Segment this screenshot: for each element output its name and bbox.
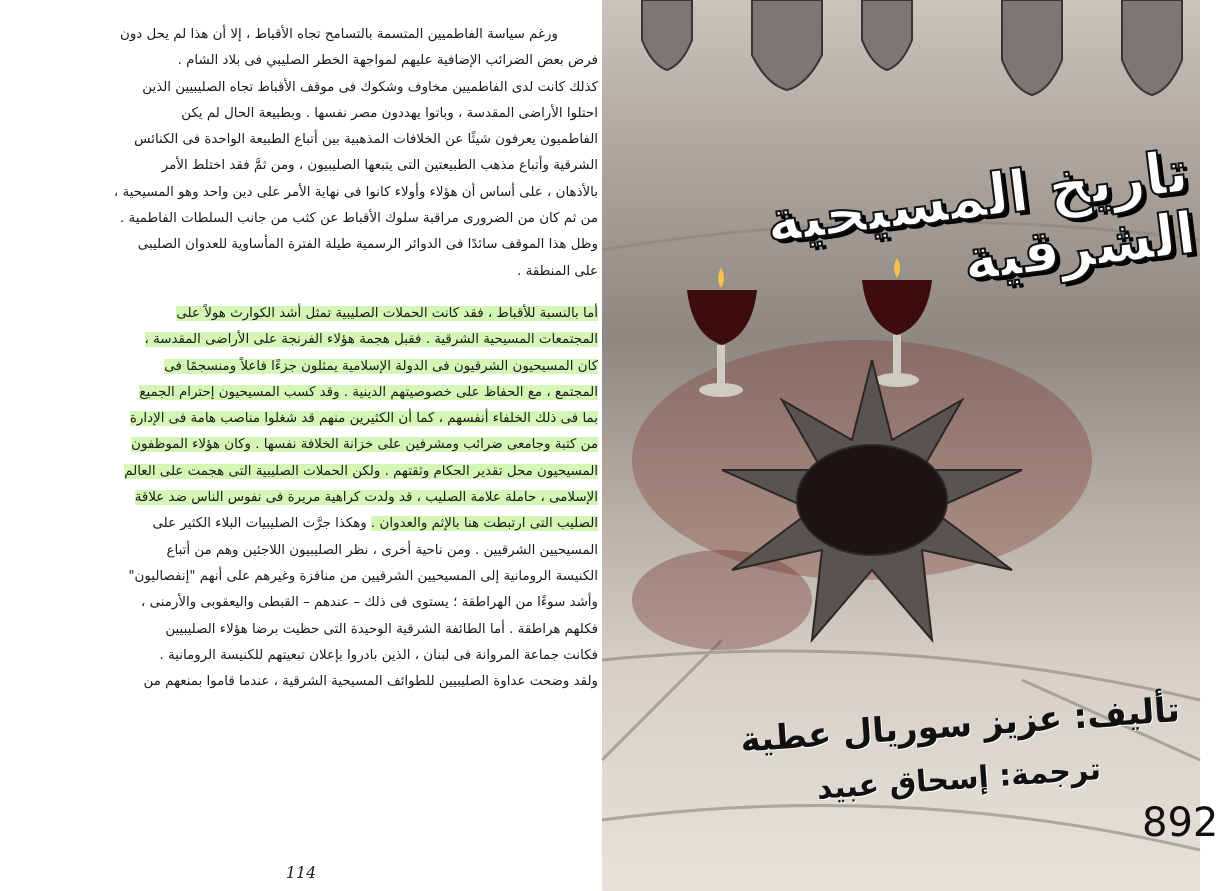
text-line: المسيحيين الشرقيين . ومن ناحية أخرى ، نظر الصليبيون اللاجئين وهم من أتباع [166, 542, 598, 558]
text-line [8, 485, 598, 511]
page-text [8, 22, 598, 695]
text-line: ورغم سياسة الفاطميين المتسمة بالتسامح تجاه الأقباط ، إلا أن هذا لم يحل دون [119, 27, 558, 42]
hanging-lamps-icon [642, 0, 1182, 95]
paragraph-gap [8, 285, 598, 301]
text-line [8, 459, 598, 485]
cover-photo [602, 0, 1200, 891]
text-line: الكنيسة الرومانية إلى المسيحيين الشرقيين من منافزة وغيرهم على أنهم "إنفصاليون" [128, 568, 598, 584]
book-cover [602, 0, 1218, 891]
text-line: فرض بعض الضرائب الإضافية عليهم لمواجهة الخطر الصليبي فى بلاد الشام . [177, 53, 598, 69]
page-number: 114 [285, 863, 317, 882]
highlighted-text: الإسلامى ، حاملة علامة الصليب ، قد ولدت كراهية مريرة فى نفوس الناس ضد علاقة [134, 490, 598, 506]
text-line [8, 406, 598, 432]
text-line: الشرقية وأتباع مذهب الطبيعتين التى يتبعها الصليبيون ، ومن ثمَّ فقد اختلط الأمر [161, 158, 598, 174]
paragraph-2-highlighted [8, 301, 598, 511]
text-line: فكلهم هراطقة . أما الطائفة الشرقية الوحيدة التى حظيت برضا هؤلاء الصليبيين [165, 621, 598, 637]
text-line: من ثم كان من الضرورى مراقبة سلوك الأقباط عن كثب من جانب السلطات الفاطمية . [120, 211, 598, 227]
highlighted-text: المسيحيون محل تقدير الحكام وثقتهم . ولكن الحملات الصليبية التى هجمت على العالم [124, 463, 598, 479]
paragraph-1 [8, 22, 598, 285]
paragraph-2-rest [8, 538, 598, 696]
text-line: وأشد سوءًا من الهراطقة ؛ يستوى فى ذلك – عندهم – القبطى واليعقوبى والأرمنى ، [140, 595, 598, 611]
text-line: الفاطميون يعرفون شيئًا عن الخلافات المذهبية بين أتباع الطبيعة الواحدة فى الكنائس [134, 132, 598, 148]
text-line: ولقد وضحت عداوة الصليبيين للطوائف المسيحية الشرقية ، عندما قاموا بمنعهم من [143, 674, 598, 690]
cover-title: تاريخ المسيحية الشرقية [762, 137, 1200, 295]
highlighted-text: المجتمعات المسيحية الشرقية . فقبل هجمة هؤلاء الفرنجة على الأراضى المقدسة ، [144, 332, 598, 348]
cover-number: 892 [1142, 800, 1218, 846]
text-line [8, 380, 598, 406]
text-line: فكانت جماعة المروانة فى لبنان ، الذين بادروا بإعلان تبعيتهم للكنيسة الرومانية . [159, 647, 598, 663]
highlighted-text: أما بالنسبة للأقباط ، فقد كانت الحملات الصليبية تمثل أشد الكوارث هولاً على [176, 305, 598, 321]
highlighted-text: كان المسيحيون الشرقيون فى الدولة الإسلامية يمثلون جزءًا فاعلاً ومنسجمًا فى [164, 358, 598, 374]
cover-author: تأليف: عزيز سوريال عطية [738, 690, 1181, 761]
text-line [8, 301, 598, 327]
text-line: احتلوا الأراضى المقدسة ، وباتوا يهددون مصر نفسها . وبطبيعة الحال لم يكن [181, 105, 598, 121]
text-line-rest: وهكذا جرَّت الصليبيات البلاء الكثير على [152, 516, 372, 532]
text-line [8, 327, 598, 353]
highlighted-text: بما فى ذلك الخلفاء أنفسهم ، كما أن الكثيرين منهم قد شغلوا مناصب هامة فى الإدارة [129, 411, 598, 427]
text-line: وظل هذا الموقف سائدًا فى الدوائر الرسمية طيلة الفترة المأساوية للعدوان الصليبى [137, 237, 598, 253]
book-page [0, 0, 602, 891]
text-line [8, 432, 598, 458]
cover-translator: ترجمة: إسحاق عبيد [816, 752, 1103, 807]
text-line [8, 511, 598, 537]
highlighted-text: المجتمع ، مع الحفاظ على خصوصيتهم الدينية . وقد كسب المسيحيون إحترام الجميع [139, 384, 598, 400]
text-line: بالأذهان ، على أساس أن هؤلاء وأولاء كانوا فى نهاية الأمر على دين واحد وهو المسيحية ، [113, 184, 598, 200]
text-line: كذلك كانت لدى الفاطميين مخاوف وشكوك فى موقف الأقباط تجاه الصليبيين الذين [142, 79, 598, 95]
highlighted-text: الصليب التى ارتبطت هنا بالإثم والعدوان . [371, 516, 598, 532]
text-line: على المنطقة . [517, 263, 598, 279]
highlighted-text: من كتبة وجامعى ضرائب ومشرفين على خزانة الخلافة نفسها . وكان هؤلاء الموظفون [131, 437, 598, 453]
text-line [8, 354, 598, 380]
